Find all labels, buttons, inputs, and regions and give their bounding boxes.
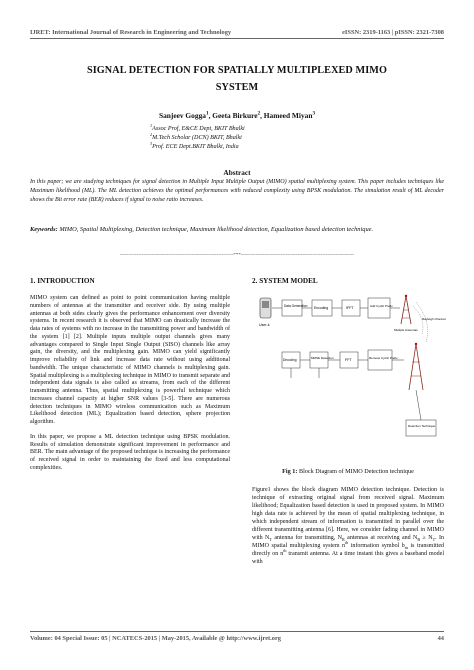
section-separator	[30, 253, 444, 261]
ifft-label: IFFT	[346, 306, 354, 310]
detection-technique-label: Detection Technique	[408, 424, 436, 428]
add-cyclic-prefix-block	[368, 298, 390, 318]
affiliation-text: Assoc Prof, E&CE Dept, BKIT Bhalki	[152, 126, 245, 132]
keywords-label: Keywords:	[30, 226, 58, 233]
para-seg: Figure1 shows the block diagram MIMO detection technique. Detection is technique of extracting original signal from received signal. Maximum likelihood; Equalization based detection is used in proposed system. In MIMO high data rate is achieved by the mean of spatial multiplexing technique, in which independent stream of information is transmitted in parallel over the different transmitting antenna [6]. Here, we consider fading channel in MIMO with N	[252, 487, 444, 541]
rayleigh-label: Rayleigh Channel	[422, 317, 446, 321]
para-sub: m	[404, 545, 409, 551]
abstract-heading: Abstract	[223, 168, 251, 177]
para-seg: . In MIMO spatial multiplexing system n	[252, 535, 445, 549]
caption-text: Block Diagram of MIMO Detection technique	[298, 468, 414, 475]
affiliation-text: Prof. ECE Dept.BKIT Bhalki, India	[152, 144, 239, 150]
paper-title	[40, 62, 434, 96]
detection-technique-block	[406, 420, 436, 436]
affiliation-sup: 3	[150, 140, 153, 146]
left-column	[30, 277, 230, 473]
para-sup: th	[283, 548, 287, 553]
abstract-text: In this paper; we are studying techniques for signal detection in Multiple Input Multiple Output (MIMO) spatial multiplexing system. This paper includes techniques like Maximum likelihood (ML). The ML detection achieves the optimal performances with reduced complexity using BPSK modulation. The simulation result of ML decoder shows the Bit error rate (BER) reduces if signal to noise ratio increases.	[30, 179, 444, 204]
affiliation-text: M.Tech Scholar (DCN) BKIT, Bhalki	[152, 135, 242, 141]
data-gen-label: Data Generation	[284, 304, 308, 308]
intro-paragraph-2: In this paper, we propose a ML detection technique using BPSK modulation. Results of simulation demonstrate significant improvement in performance and BER. The main advantage of the proposed technique is increasing the performance of received signal in order to maintaining the fixed and less computational complexities.	[30, 433, 230, 471]
author-name: Hameed Miyan	[263, 111, 313, 120]
mmse-label: MMSE Detection	[311, 356, 334, 360]
fft-label: FFT	[345, 358, 352, 362]
author-sup: 3	[312, 110, 316, 117]
title-line-1: SIGNAL DETECTION FOR SPATIALLY MULTIPLEXED MIMO	[86, 65, 388, 76]
author-name: Geeta Birkure	[212, 111, 258, 120]
user-label: User-k	[259, 323, 270, 327]
user-phone-icon	[260, 298, 271, 318]
decoding-label: Decoding	[283, 358, 297, 362]
encoding-label: Encoding	[314, 306, 329, 310]
intro-heading: 1. INTRODUCTION	[30, 277, 95, 285]
para-sub: T	[432, 537, 436, 543]
keywords-text: MIMO, Spatial Multiplexing, Detection technique, Maximum likelihood detection, Equalization based detection technique.	[59, 226, 374, 233]
multiple-antennas-label: Multiple Antennas	[394, 328, 418, 332]
figure-caption	[252, 468, 444, 475]
block-diagram	[256, 290, 446, 464]
para-sup: th	[344, 540, 349, 545]
para-seg: information symbol b	[348, 543, 405, 549]
affiliation-sup: 1	[150, 122, 153, 128]
system-model-heading: 2. SYSTEM MODEL	[252, 277, 318, 285]
para-seg: transmit antenna. At a time instant this gives a baseband model with	[252, 551, 444, 565]
title-line-2: SYSTEM	[215, 82, 259, 93]
author-sup: 1	[205, 110, 209, 117]
author-list: Sanjeev Gogga$^1$, Geeta Birkure$^2$, Hameed Miyan$^3$	[158, 110, 316, 120]
para-seg: antennas at receiving and N	[344, 535, 418, 541]
add-cyclic-label: Add Cyclic Prefix	[370, 304, 393, 308]
affiliation-sup: 2	[150, 131, 153, 137]
author-sup: 2	[257, 110, 261, 117]
author-name: Sanjeev Gogga	[158, 111, 206, 120]
footer-rule	[30, 631, 444, 632]
affiliation	[150, 122, 245, 134]
remove-cyclic-prefix-block	[368, 350, 392, 370]
caption-label: Fig 1:	[282, 468, 298, 475]
page-number: 44	[437, 635, 444, 642]
journal-header: IJRET: International Journal of Research in Engineering and Technology	[30, 29, 232, 36]
intro-paragraph-1: MIMO system can defined as point to point communication having multiple numbers of antennas at the transmitter and receiver side. By using multiple antennas at both sides clearly gives the performance enhancement over diversity systems. In recent research it is observed that MIMO can drastically increase the data rates of systems with no increase in the transmitting power and bandwidth of the system [1] [2]. Multiple inputs multiple output channels gives many advantages compared to Single Input Single Output (SISO) channels like array gain, the diversity, and the multiplexing gain. MIMO can yield significantly improve reliability of link and increase data rate without using additional bandwidth. The unique characteristic of MIMO channels is multiplexing gain. Spatial multiplexing is a multiplexing technique in MIMO to transmit separate and independent data signals is also called as streams, from each of the different transmitting antenna. Thus, spatial multiplexing is powerful technique which increases channel capacity at higher SNR values [3-5]. There are numerous detection techniques in MIMO wireless communication such as Maximum Likelihood detection (ML); Equalization based detection, sphere projection algorithm.	[30, 295, 230, 425]
remove-cyclic-label: Remove Cyclic Prefix	[369, 356, 398, 360]
para-sub: T	[269, 537, 272, 543]
footer-volume: Volume: 04 Special Issue: 05 | NCATECS-2015 | May-2015, Available @ http://www.ijret.org	[30, 635, 282, 642]
affiliations	[150, 122, 245, 152]
para-seg: antenna for transmitting, N	[271, 535, 342, 541]
keywords	[30, 224, 444, 235]
mmse-block	[310, 352, 328, 368]
affiliation	[150, 140, 245, 152]
para-sub: R	[417, 537, 421, 543]
para-sub: R	[341, 537, 345, 543]
system-model-paragraph	[252, 486, 444, 566]
separator-text: --------------------------------------------------------------------***--------------------------------------------------------------------	[120, 253, 354, 258]
para-seg: ≥ N	[420, 535, 433, 541]
affiliation	[150, 131, 245, 143]
data-generation-block	[282, 300, 302, 316]
header-rule	[30, 38, 444, 39]
para-seg: is transmitted directly on n	[252, 543, 445, 557]
issn-header: eISSN: 2319-1163 | pISSN: 2321-7308	[342, 29, 444, 36]
